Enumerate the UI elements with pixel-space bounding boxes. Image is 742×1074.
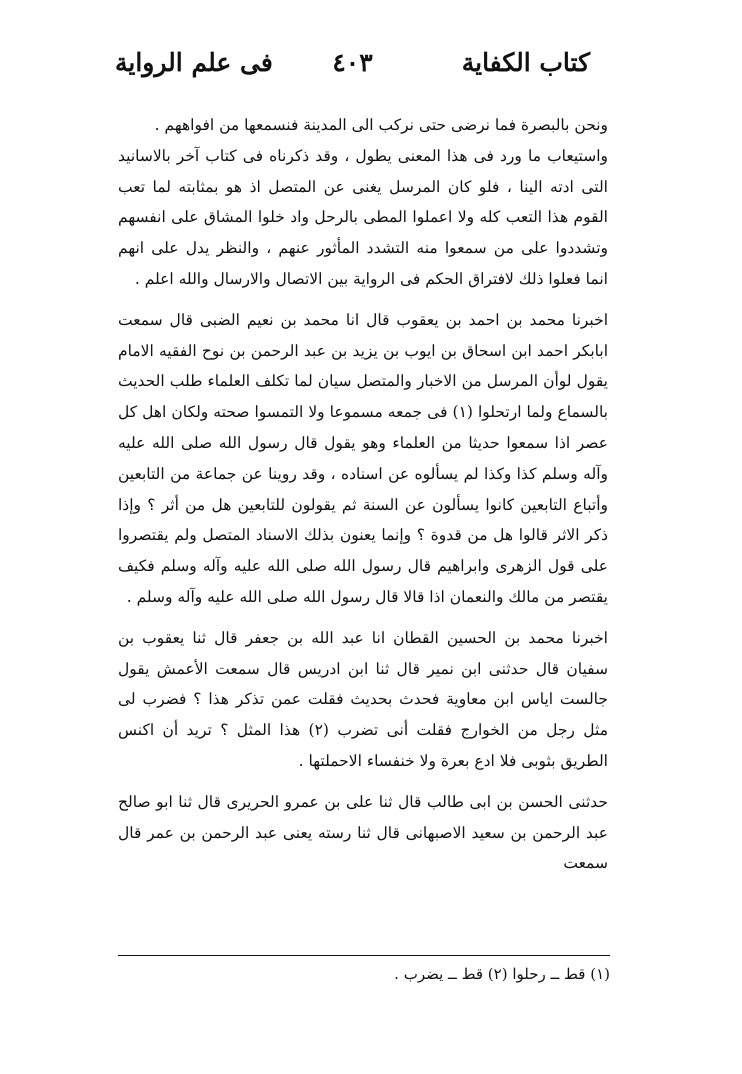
footnote: (١) قط ــ رحلوا (٢) قط ــ يضرب . [394, 965, 610, 983]
paragraph: ونحن بالبصرة فما نرضى حتى نركب الى المدينة فنسمعها من افواههم . [154, 116, 608, 134]
page-header [115, 48, 590, 92]
paragraph: اخبرنا محمد بن الحسين القطان انا عبد الله بن جعفر قال ثنا يعقوب بن سفيان قال حدثنى ابن نمير قال ثنا ابن ادريس قال سمعت الأعمش يقول جالست اياس ابن معاوية فحدث بحديث فقلت عمن تذكر هذا ؟ فضرب لى مثل رجل من الخوارج فقلت أنى تضرب (٢) هذا المثل ؟ تريد أن اكنس الطريق بثوبى فلا ادع بعرة ولا خنفساء الاحملتها . [118, 628, 608, 770]
topic-title: فى علم الرواية [115, 48, 273, 77]
paragraph: واستيعاب ما ورد فى هذا المعنى يطول ، وقد ذكرناه فى كتاب آخر بالاسانيد التى ادته الينا ، فلو كان المرسل يغنى عن المتصل اذ هو بمثابته لما تعب القوم هذا التعب كله ولا اعملوا المطى بالرحل واد خلوا المشاق على انفسهم وتشددوا على من سمعوا منه التشدد المأثور عنهم ، والنظر يدل على انهم انما فعلوا ذلك لافتراق الحكم فى الرواية بين الاتصال والارسال والله اعلم . [118, 146, 608, 288]
footnote-divider [118, 955, 610, 956]
page-number: ٤٠٣ [332, 48, 373, 77]
body-text [118, 110, 608, 879]
book-title: كتاب الكفاية [461, 48, 590, 77]
paragraph: اخبرنا محمد بن احمد بن يعقوب قال انا محمد بن نعيم الضبى قال سمعت ابابكر احمد ابن اسحاق بن ايوب بن يزيد بن عبد الرحمن بن نوح الفقيه الامام يقول لوأن المرسل من الاخبار والمتصل سيان لما تكلف العلماء طلب الحديث بالسماع ولما ارتحلوا (١) فى جمعه مسموعا ولا التمسوا صحته ولكان اهل كل عصر اذا سمعوا حديثا من العلماء وهو يقول قال رسول الله صلى الله عليه وآله وسلم كذا وكذا لم يسألوه عن اسناده ، وقد روينا عن جماعة من التابعين وأتباع التابعين كانوا يسألون عن السنة ثم يقولون للتابعين هل من أثر ؟ وإذا ذكر الاثر قالوا هل من قدوة ؟ وإنما يعنون بذلك الاسناد المتصل ولم يقتصروا على قول الزهرى وابراهيم قال رسول الله صلى الله عليه وآله وسلم فكيف يقتصر من مالك والنعمان اذا قالا قال رسول الله صلى الله عليه وآله وسلم . [118, 310, 608, 606]
paragraph: حدثنى الحسن بن ابى طالب قال ثنا على بن عمرو الحريرى قال ثنا ابو صالح عبد الرحمن بن سعيد الاصبهانى قال ثنا رسته يعنى عبد الرحمن بن عمر قال سمعت [118, 792, 608, 873]
